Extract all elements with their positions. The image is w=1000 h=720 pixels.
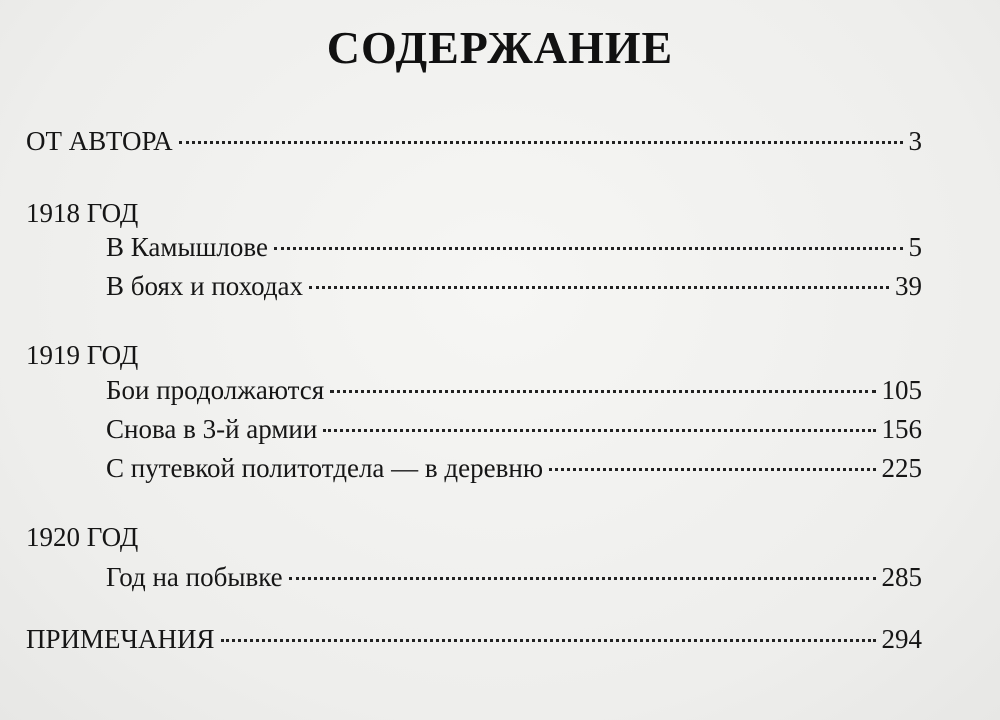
toc-entry[interactable]: [106, 560, 922, 594]
toc-entry[interactable]: [106, 373, 922, 407]
dot-leader: [549, 468, 876, 471]
toc-entry[interactable]: [106, 451, 922, 485]
toc-entry-label: ПРИМЕЧАНИЯ: [26, 624, 215, 654]
toc-entry-page: 285: [881, 562, 922, 592]
toc-entry[interactable]: [106, 412, 922, 446]
dot-leader: [289, 577, 876, 580]
dot-leader: [274, 247, 903, 250]
toc-entry-label: ОТ АВТОРА: [26, 126, 173, 156]
dot-leader: [179, 141, 903, 144]
toc-entry-label: Бои продолжаются: [106, 375, 325, 405]
section-title-1919: 1919 ГОД: [26, 340, 139, 370]
toc-heading: СОДЕРЖАНИЕ: [326, 22, 674, 73]
toc-entry[interactable]: [106, 230, 922, 264]
toc-entry-label: Год на побывке: [106, 562, 283, 592]
toc-entry-page: 3: [908, 126, 922, 156]
toc-entry-preface[interactable]: [26, 124, 922, 158]
dot-leader: [323, 429, 875, 432]
toc-entry-label: С путевкой политотдела — в деревню: [106, 453, 543, 483]
toc-entry-page: 294: [881, 624, 922, 654]
toc-entry-notes[interactable]: [26, 622, 922, 656]
toc-entry-page: 5: [908, 232, 922, 262]
dot-leader: [309, 286, 889, 289]
dot-leader: [221, 639, 876, 642]
toc-entry-label: В боях и походах: [106, 271, 304, 301]
toc-entry-page: 105: [881, 375, 922, 405]
toc-entry-label: В Камышлове: [106, 232, 268, 262]
toc-entry-page: 156: [881, 414, 922, 444]
toc-entry-page: 39: [895, 271, 922, 301]
toc-entry-label: Снова в 3-й армии: [106, 414, 318, 444]
toc-entry[interactable]: [106, 269, 922, 303]
dot-leader: [330, 390, 875, 393]
toc-entry-page: 225: [881, 453, 922, 483]
section-title-1920: 1920 ГОД: [26, 522, 139, 552]
section-title-1918: 1918 ГОД: [26, 198, 139, 228]
